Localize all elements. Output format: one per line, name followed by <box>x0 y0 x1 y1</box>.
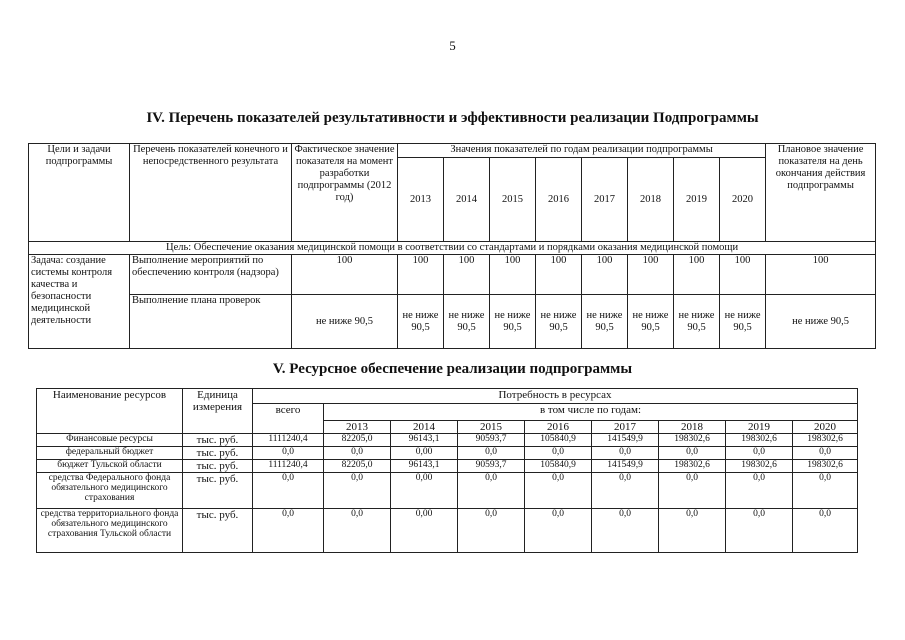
year-value: 100 <box>582 255 628 295</box>
resource-year-value: 96143,1 <box>391 434 458 447</box>
year-value: не ниже 90,5 <box>674 295 720 349</box>
year-header: 2019 <box>726 421 793 434</box>
resource-year-value: 0,0 <box>525 509 592 553</box>
resource-year-value: 0,0 <box>592 473 659 509</box>
year-header: 2018 <box>659 421 726 434</box>
year-value: 100 <box>490 255 536 295</box>
year-header: 2019 <box>674 158 720 242</box>
resource-year-value: 198302,6 <box>659 434 726 447</box>
resource-unit: тыс. руб. <box>183 434 253 447</box>
resource-year-value: 0,0 <box>659 473 726 509</box>
resource-year-value: 90593,7 <box>458 460 525 473</box>
header-planned: Плановое значение показателя на день окончания действия подпрограммы <box>766 144 876 242</box>
resource-year-value: 0,0 <box>458 473 525 509</box>
resource-total: 1111240,4 <box>253 434 324 447</box>
planned-value: не ниже 90,5 <box>766 295 876 349</box>
year-value: 100 <box>444 255 490 295</box>
header-total: всего <box>253 404 324 434</box>
resource-unit: тыс. руб. <box>183 447 253 460</box>
year-value: не ниже 90,5 <box>720 295 766 349</box>
year-value: 100 <box>674 255 720 295</box>
resource-year-value: 141549,9 <box>592 460 659 473</box>
year-header: 2014 <box>444 158 490 242</box>
year-header: 2013 <box>324 421 391 434</box>
resource-year-value: 198302,6 <box>726 434 793 447</box>
resource-total: 0,0 <box>253 473 324 509</box>
resource-unit: тыс. руб. <box>183 473 253 509</box>
resource-year-value: 0,0 <box>726 509 793 553</box>
year-value: не ниже 90,5 <box>398 295 444 349</box>
indicator-name: Выполнение плана проверок <box>130 295 292 349</box>
year-value: 100 <box>628 255 674 295</box>
year-header: 2017 <box>582 158 628 242</box>
year-header: 2015 <box>490 158 536 242</box>
section-4-title: IV. Перечень показателей результативности и эффективности реализации Подпрограммы <box>146 110 759 126</box>
section-5-title: V. Ресурсное обеспечение реализации подпрограммы <box>272 361 633 377</box>
resource-year-value: 0,0 <box>793 473 858 509</box>
resource-year-value: 198302,6 <box>659 460 726 473</box>
resources-table <box>36 388 858 553</box>
resource-year-value: 105840,9 <box>525 434 592 447</box>
resource-name: средства территориального фонда обязательного медицинского страхования Тульской области <box>37 509 183 553</box>
resource-year-value: 0,0 <box>726 447 793 460</box>
header-need: Потребность в ресурсах <box>253 389 858 404</box>
resource-year-value: 0,0 <box>793 509 858 553</box>
resource-year-value: 82205,0 <box>324 460 391 473</box>
planned-value: 100 <box>766 255 876 295</box>
resource-year-value: 90593,7 <box>458 434 525 447</box>
indicator-name: Выполнение мероприятий по обеспечению контроля (надзора) <box>130 255 292 295</box>
resource-year-value: 0,0 <box>793 447 858 460</box>
goal-row: Цель: Обеспечение оказания медицинской помощи в соответствии со стандартами и порядками оказания медицинской помощи <box>29 242 876 255</box>
year-value: не ниже 90,5 <box>628 295 674 349</box>
resource-year-value: 0,0 <box>324 509 391 553</box>
resource-unit: тыс. руб. <box>183 460 253 473</box>
resource-total: 0,0 <box>253 447 324 460</box>
resource-year-value: 198302,6 <box>726 460 793 473</box>
year-value: 100 <box>398 255 444 295</box>
year-header: 2020 <box>793 421 858 434</box>
resource-name: средства Федерального фонда обязательного медицинского страхования <box>37 473 183 509</box>
indicators-table <box>28 143 876 349</box>
resource-year-value: 0,0 <box>525 473 592 509</box>
task-cell: Задача: создание системы контроля качества и безопасности медицинской деятельности <box>29 255 130 349</box>
resource-unit: тыс. руб. <box>183 509 253 553</box>
header-by-years: Значения показателей по годам реализации подпрограммы <box>398 144 766 158</box>
header-goals: Цели и задачи подпрограммы <box>29 144 130 242</box>
year-header: 2016 <box>536 158 582 242</box>
year-value: не ниже 90,5 <box>444 295 490 349</box>
page-number: 5 <box>449 38 456 53</box>
resource-year-value: 0,0 <box>592 509 659 553</box>
resource-year-value: 0,0 <box>458 447 525 460</box>
resource-year-value: 0,0 <box>458 509 525 553</box>
header-by-years: в том числе по годам: <box>324 404 858 421</box>
resource-year-value: 198302,6 <box>793 460 858 473</box>
resource-year-value: 0,00 <box>391 473 458 509</box>
resource-year-value: 0,0 <box>324 447 391 460</box>
resource-year-value: 0,00 <box>391 447 458 460</box>
resource-year-value: 82205,0 <box>324 434 391 447</box>
year-value: не ниже 90,5 <box>582 295 628 349</box>
resource-year-value: 0,0 <box>324 473 391 509</box>
year-header: 2020 <box>720 158 766 242</box>
header-actual: Фактическое значение показателя на момент разработки подпрограммы (2012 год) <box>292 144 398 242</box>
resource-year-value: 0,0 <box>525 447 592 460</box>
year-value: 100 <box>536 255 582 295</box>
resource-name: бюджет Тульской области <box>37 460 183 473</box>
year-header: 2017 <box>592 421 659 434</box>
resource-year-value: 0,0 <box>726 473 793 509</box>
resource-year-value: 0,0 <box>659 509 726 553</box>
resource-year-value: 141549,9 <box>592 434 659 447</box>
resource-year-value: 0,00 <box>391 509 458 553</box>
resource-year-value: 0,0 <box>659 447 726 460</box>
resource-year-value: 96143,1 <box>391 460 458 473</box>
resource-year-value: 0,0 <box>592 447 659 460</box>
year-header: 2015 <box>458 421 525 434</box>
year-value: 100 <box>720 255 766 295</box>
resource-total: 0,0 <box>253 509 324 553</box>
resource-year-value: 198302,6 <box>793 434 858 447</box>
actual-value: 100 <box>292 255 398 295</box>
resource-total: 1111240,4 <box>253 460 324 473</box>
year-header: 2014 <box>391 421 458 434</box>
year-value: не ниже 90,5 <box>536 295 582 349</box>
year-value: не ниже 90,5 <box>490 295 536 349</box>
resource-name: Финансовые ресурсы <box>37 434 183 447</box>
header-indicators: Перечень показателей конечного и непосредственного результата <box>130 144 292 242</box>
header-unit: Единица измерения <box>183 389 253 434</box>
header-resource-name: Наименование ресурсов <box>37 389 183 434</box>
year-header: 2013 <box>398 158 444 242</box>
resource-year-value: 105840,9 <box>525 460 592 473</box>
year-header: 2018 <box>628 158 674 242</box>
resource-name: федеральный бюджет <box>37 447 183 460</box>
actual-value: не ниже 90,5 <box>292 295 398 349</box>
year-header: 2016 <box>525 421 592 434</box>
